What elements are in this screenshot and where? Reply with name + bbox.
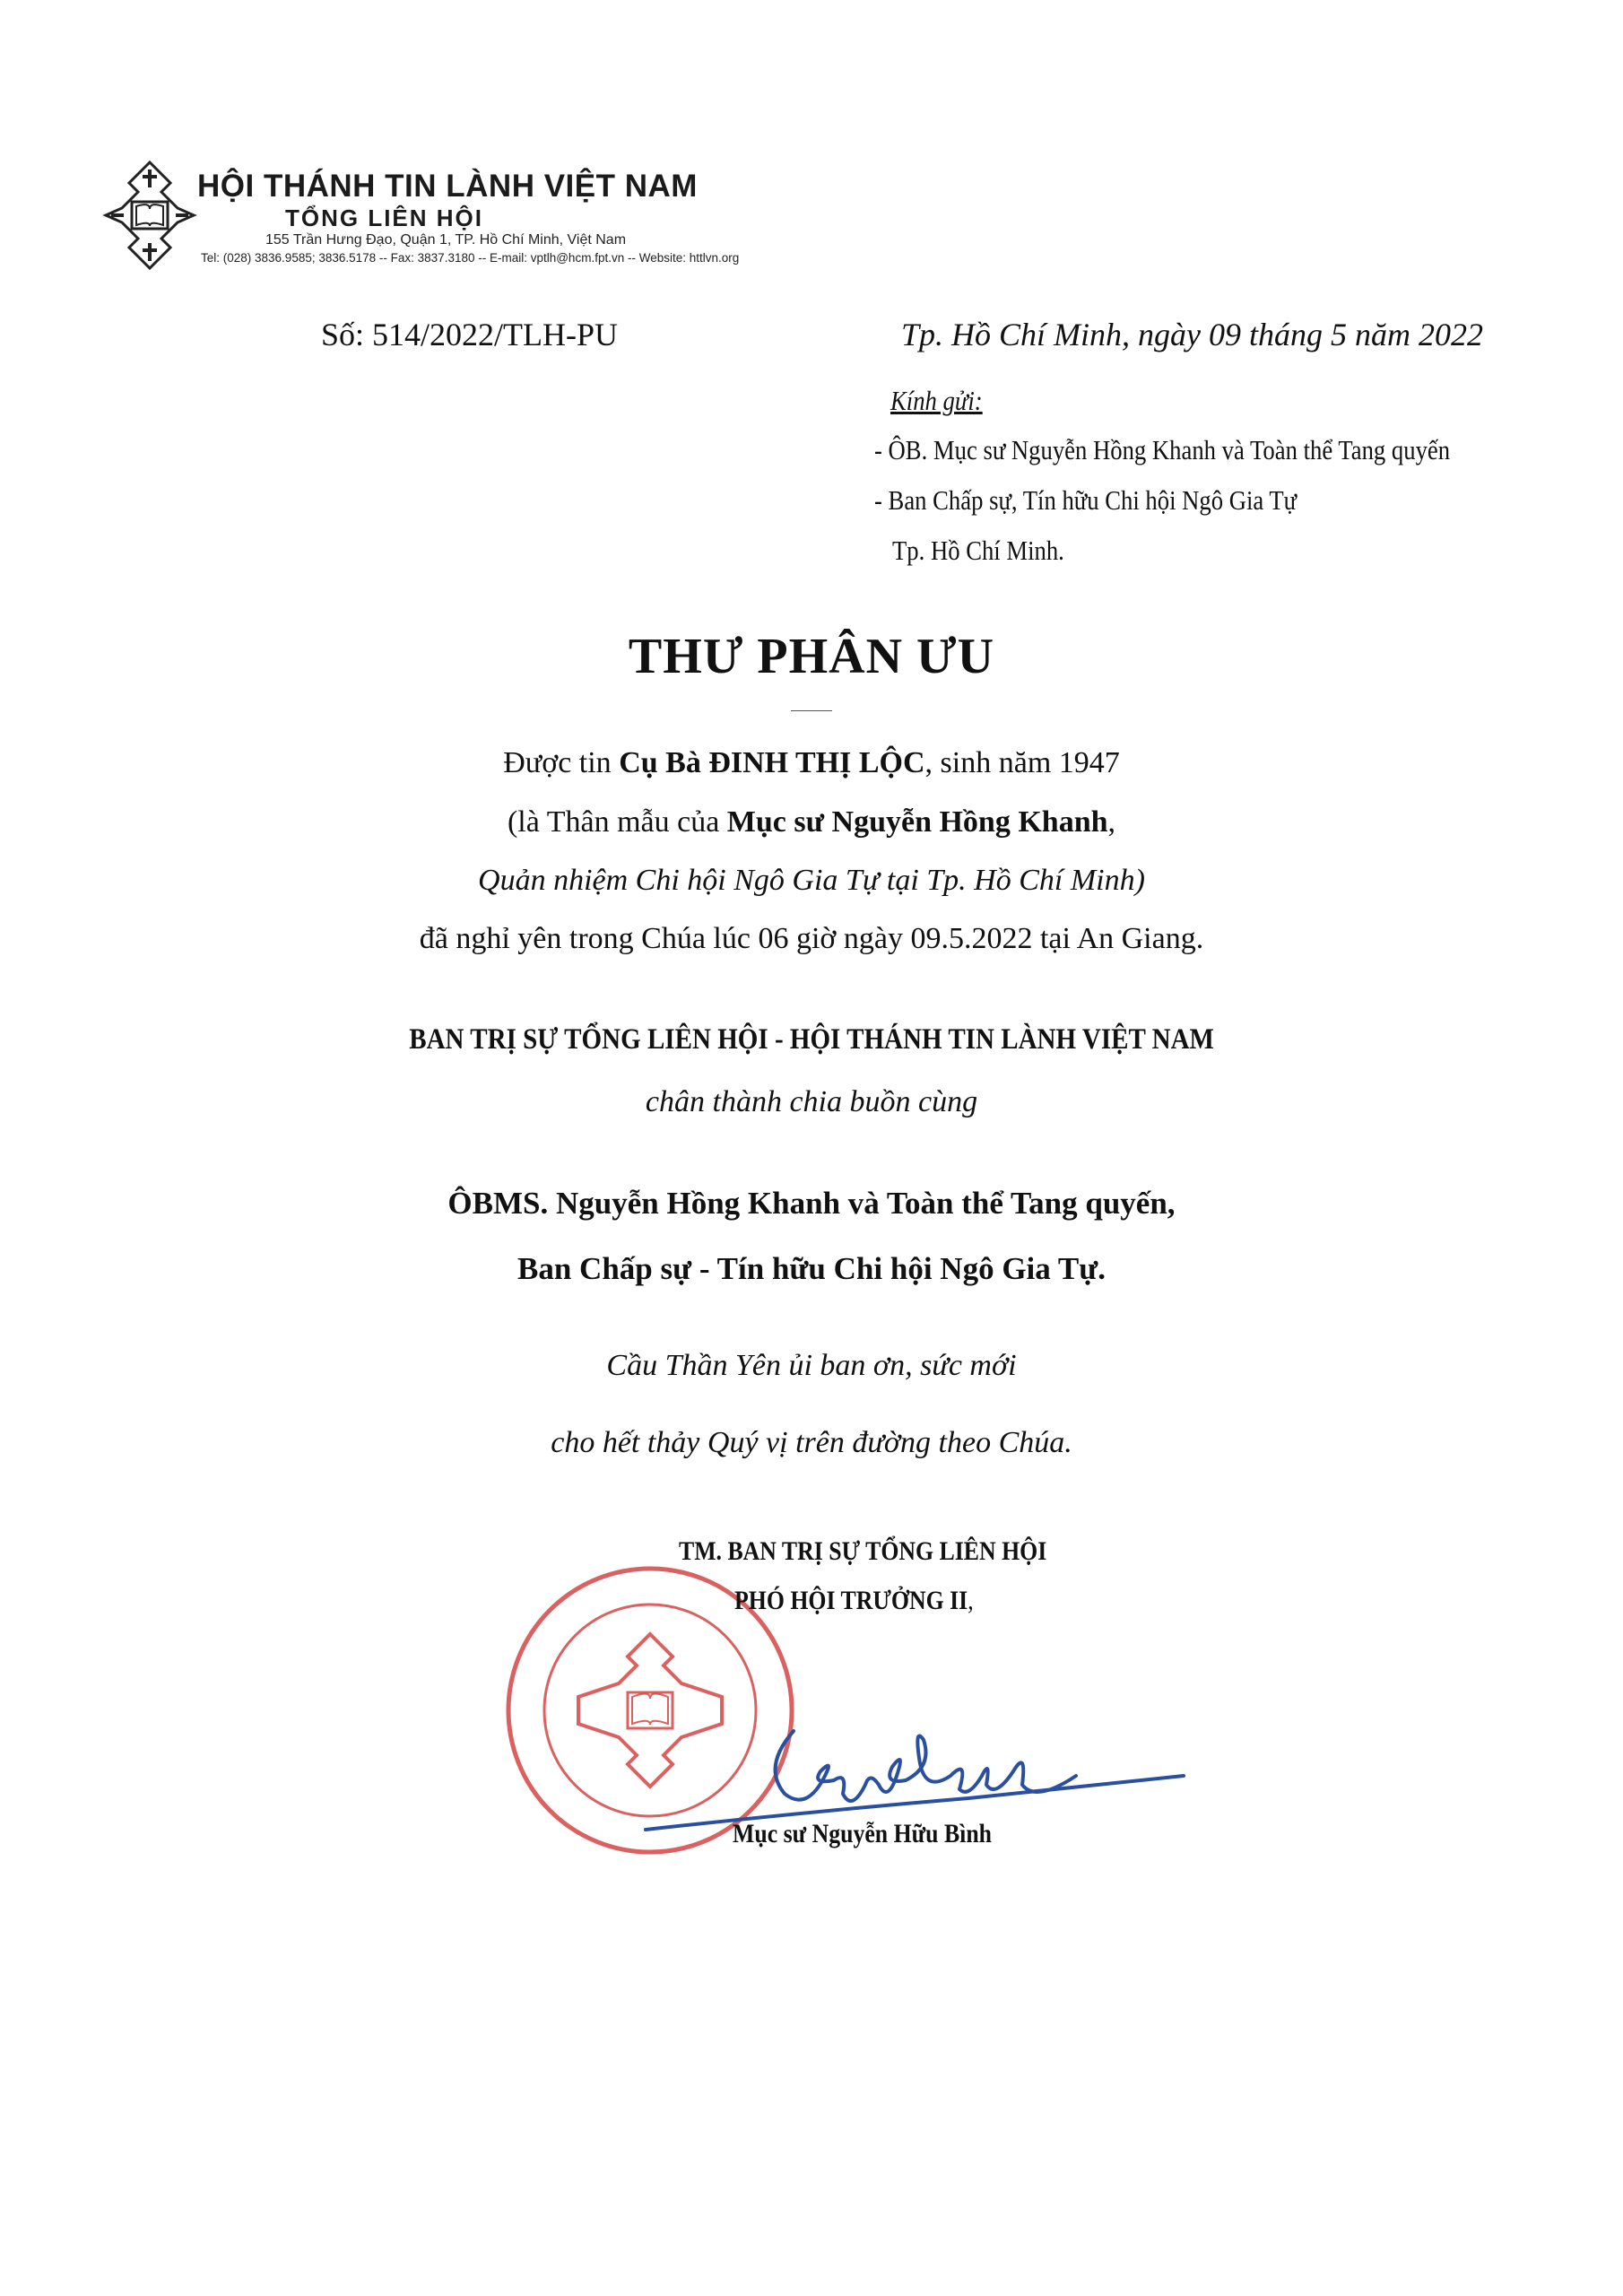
- reference-number: Số: 514/2022/TLH-PU: [321, 317, 619, 352]
- body-line-1: [0, 746, 1623, 780]
- letterhead-contact: Tel: (028) 3836.9585; 3836.5178 -- Fax: 3837.3180 -- E-mail: vptlh@hcm.fpt.vn -- Website: httlvn.org: [201, 251, 740, 265]
- recipient-line: - ÔB. Mục sư Nguyễn Hồng Khanh và Toàn thể Tang quyến: [874, 434, 1451, 465]
- body-text: , sinh năm 1947: [924, 746, 1120, 779]
- letterhead-org-name: HỘI THÁNH TIN LÀNH VIỆT NAM: [197, 169, 698, 204]
- body-text: ,: [1107, 805, 1116, 839]
- body-text: Được tin: [503, 746, 620, 779]
- place-date: Tp. Hồ Chí Minh, ngày 09 tháng 5 năm 2022: [901, 317, 1484, 352]
- signer-name: Mục sư Nguyễn Hữu Bình: [733, 1819, 993, 1848]
- document-title: THƯ PHÂN ƯU: [628, 629, 995, 684]
- addressee-line-2: Ban Chấp sự - Tín hữu Chi hội Ngô Gia Tự.: [517, 1251, 1106, 1286]
- recipients-label: Kính gửi:: [890, 385, 983, 416]
- signature-title-line-2: [734, 1586, 974, 1616]
- prayer-line-1: Cầu Thần Yên ủi ban ơn, sức mới: [606, 1349, 1017, 1382]
- church-logo-icon: [100, 157, 199, 274]
- body-line-3: Quản nhiệm Chi hội Ngô Gia Tự tại Tp. Hồ Chí Minh): [478, 864, 1145, 897]
- prayer-line-2: cho hết thảy Quý vị trên đường theo Chúa.: [551, 1426, 1072, 1459]
- letterhead-sub-name: TỔNG LIÊN HỘI: [285, 204, 483, 231]
- recipient-line: - Ban Chấp sự, Tín hữu Chi hội Ngô Gia Tự: [874, 484, 1298, 516]
- body-text: (là Thân mẫu của: [507, 805, 727, 839]
- title-divider: [791, 710, 832, 711]
- signature-role: PHÓ HỘI TRƯỞNG II: [734, 1586, 968, 1615]
- pastor-name: Mục sư Nguyễn Hồng Khanh: [726, 805, 1108, 839]
- signature-title-line-1: TM. BAN TRỊ SỰ TỔNG LIÊN HỘI: [679, 1536, 1047, 1566]
- condolence-line: chân thành chia buồn cùng: [645, 1085, 978, 1118]
- deceased-name: Cụ Bà ĐINH THỊ LỘC: [619, 746, 925, 779]
- body-line-2: [0, 805, 1623, 839]
- recipient-line: Tp. Hồ Chí Minh.: [892, 535, 1064, 566]
- board-name-text: BAN TRỊ SỰ TỔNG LIÊN HỘI - HỘI THÁNH TIN LÀNH VIỆT NAM: [409, 1023, 1214, 1056]
- addressee-line-1: ÔBMS. Nguyễn Hồng Khanh và Toàn thể Tang quyến,: [447, 1186, 1176, 1221]
- board-name: [0, 1023, 1623, 1057]
- body-line-4: đã nghỉ yên trong Chúa lúc 06 giờ ngày 09.5.2022 tại An Giang.: [419, 922, 1204, 955]
- letterhead-address: 155 Trần Hưng Đạo, Quận 1, TP. Hồ Chí Minh, Việt Nam: [265, 232, 627, 248]
- signature-role-comma: ,: [968, 1586, 974, 1615]
